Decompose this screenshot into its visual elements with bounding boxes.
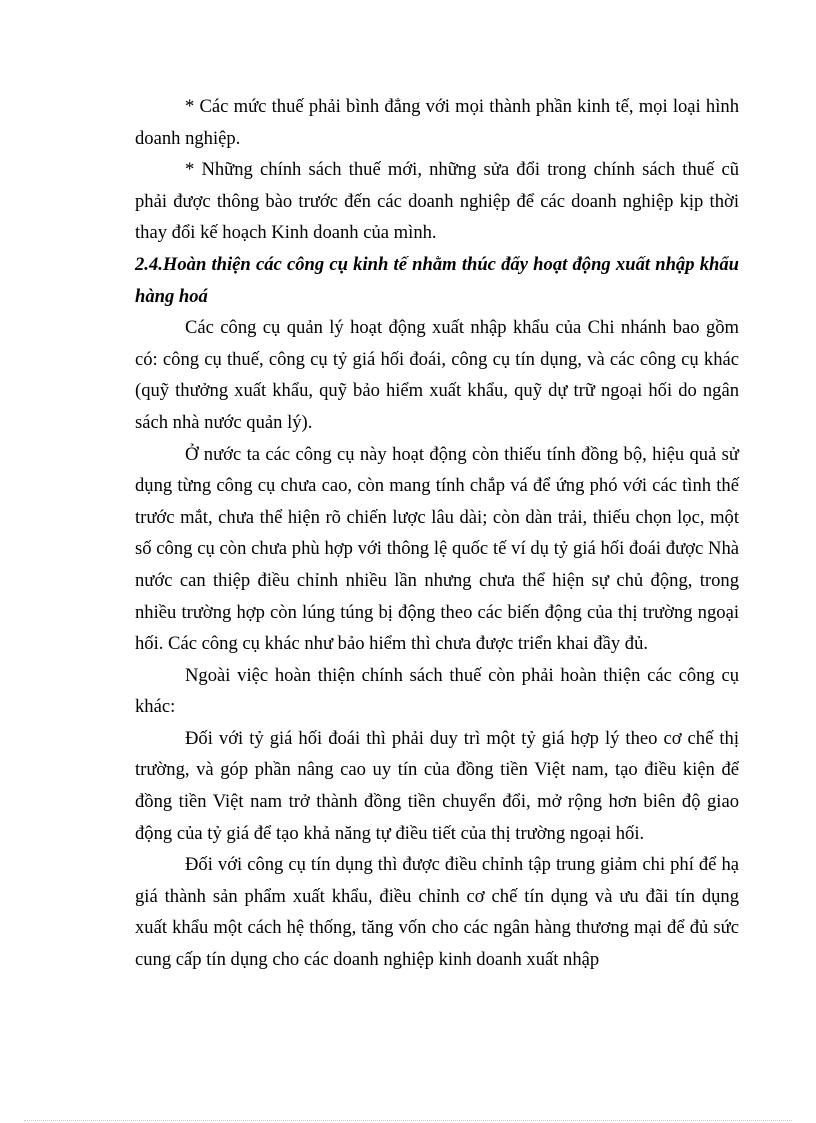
page-bottom-divider: [24, 1120, 792, 1121]
document-body: [135, 91, 739, 976]
paragraph-tools-weakness: Ở nước ta các công cụ này hoạt động còn thiếu tính đồng bộ, hiệu quả sử dụng từng công cụ chưa cao, còn mang tính chắp vá để ứng phó với các tình thế trước mắt, chưa thể hiện rõ chiến lược lâu dài; còn dàn trải, thiếu chọn lọc, một số công cụ còn chưa phù hợp với thông lệ quốc tế ví dụ tỷ giá hối đoái được Nhà nước can thiệp điều chỉnh nhiều lần nhưng chưa thể hiện sự chủ động, trong nhiều trường hợp còn lúng túng bị động theo các biến động của thị trường ngoại hối. Các công cụ khác như bảo hiểm thì chưa được triển khai đầy đủ.: [135, 443, 739, 655]
paragraph-tax-notice: * Những chính sách thuế mới, những sửa đổi trong chính sách thuế cũ phải được thông bào trước đến các doanh nghiệp để các doanh nghiệp kịp thời thay đổi kế hoạch Kinh doanh của mình.: [135, 159, 739, 244]
paragraph-exchange-rate: Đối với tỷ giá hối đoái thì phải duy trì một tỷ giá hợp lý theo cơ chế thị trường, và góp phần nâng cao uy tín của đồng tiền Việt nam, tạo điều kiện để đồng tiền Việt nam trở thành đồng tiền chuyển đổi, mở rộng hơn biên độ giao động của tỷ giá để tạo khả năng tự điều tiết của thị trường ngoại hối.: [135, 727, 739, 844]
paragraph-credit-tool: Đối với công cụ tín dụng thì được điều chỉnh tập trung giảm chi phí để hạ giá thành sản phẩm xuất khẩu, điều chỉnh cơ chế tín dụng và ưu đãi tín dụng xuất khẩu một cách hệ thống, tăng vốn cho các ngân hàng thương mại để đủ sức cung cấp tín dụng cho các doanh nghiệp kinh doanh xuất nhập: [135, 854, 739, 971]
paragraph-other-tools: Ngoài việc hoàn thiện chính sách thuế còn phải hoàn thiện các công cụ khác:: [135, 664, 739, 718]
section-heading: 2.4.Hoàn thiện các công cụ kinh tế nhằm thúc đẩy hoạt động xuất nhập khẩu hàng hoá: [135, 253, 739, 307]
paragraph-tax-equality: * Các mức thuế phải bình đẳng với mọi thành phần kinh tế, mọi loại hình doanh nghiệp.: [135, 96, 739, 149]
paragraph-tools-list: Các công cụ quản lý hoạt động xuất nhập khẩu của Chi nhánh bao gồm có: công cụ thuế, công cụ tỷ giá hối đoái, công cụ tín dụng, và các công cụ khác (quỹ thưởng xuất khẩu, quỹ bảo hiểm xuất khẩu, quỹ dự trữ ngoại hối do ngân sách nhà nước quản lý).: [135, 317, 739, 433]
